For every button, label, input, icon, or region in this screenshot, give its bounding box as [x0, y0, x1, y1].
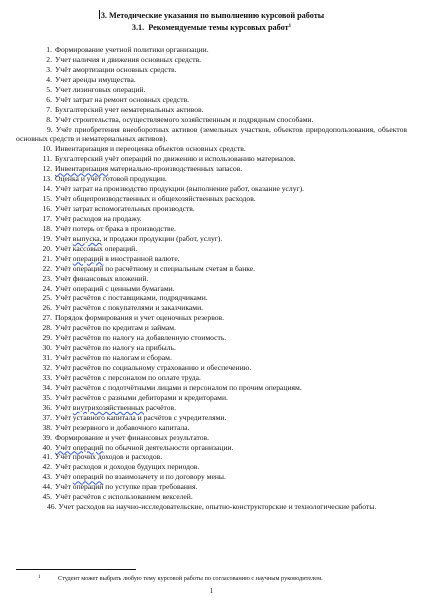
list-item	[0, 254, 423, 264]
topic-text: Бухгалтерский учёт операций по движению и использованию материалов.	[55, 154, 296, 164]
topic-text: Учёт строительства, осуществляемого хозяйственным и подрядным способами.	[55, 114, 314, 124]
topic-text: Учёт выпуска, и продажи продукции (работ, услуг).	[55, 233, 223, 243]
topic-text: Учёт операций в иностранной валюте.	[55, 253, 180, 263]
list-item	[0, 115, 423, 125]
list-item	[0, 452, 423, 462]
topic-text: Учёт расчётов по налогу на прибыль.	[55, 343, 176, 353]
subsection-number: 3.1.	[131, 23, 145, 32]
topic-text: Учёт кассовых операций.	[55, 243, 138, 253]
topic-text: Учёт расчётов по налогам и сборам.	[55, 353, 172, 363]
topic-number: 42.	[42, 462, 52, 472]
topic-number: 24.	[42, 283, 52, 293]
list-item	[0, 323, 423, 333]
list-item	[0, 313, 423, 323]
page-number: 1	[209, 587, 214, 595]
topic-text: Учёт приобретения внеоборотных активов (земельных участков, объектов природопользования, объектов основных средств и нематериальных активов).	[16, 124, 407, 144]
topic-number: 17.	[42, 213, 52, 223]
subsection-heading	[0, 22, 423, 33]
footnote-text: Студент может выбрать любую тему курсовой работы по согласованию с научным руководителем.	[58, 575, 323, 582]
list-item	[0, 154, 423, 164]
list-item	[0, 105, 423, 115]
topic-text: Учёт операций по уступке прав требования.	[55, 482, 198, 492]
topic-text: Учёт внутрихозяйственных расчётов.	[55, 402, 176, 412]
topic-text: Бухгалтерский учет нематериальных активов.	[55, 104, 204, 114]
topic-list	[0, 45, 423, 512]
topic-number: 20.	[42, 243, 52, 253]
text-cursor	[99, 10, 100, 19]
list-item	[0, 482, 423, 492]
section-heading	[0, 10, 423, 21]
topic-number: 26.	[42, 303, 52, 313]
topic-text: Формирование и учет финансовых результатов.	[55, 432, 210, 442]
topic-number: 31.	[42, 353, 52, 363]
topic-text: Учёт затрат на ремонт основных средств.	[55, 94, 190, 104]
topic-entry	[16, 502, 407, 512]
topic-text: Учёт расчётов с покупателями и заказчиками.	[55, 303, 204, 313]
topic-number: 10.	[42, 144, 52, 154]
list-item	[0, 393, 423, 403]
topic-text: Учёт расчётов с использованием векселей.	[55, 492, 193, 502]
list-item	[0, 293, 423, 303]
topic-number: 2.	[46, 54, 52, 64]
list-item	[0, 244, 423, 254]
list-item	[0, 383, 423, 393]
topic-number: 44.	[42, 482, 52, 492]
topic-text: Учёт общепроизводственных и общехозяйственных расходов.	[55, 194, 256, 204]
topic-number: 38.	[42, 422, 52, 432]
list-item	[0, 403, 423, 413]
topic-number: 14.	[42, 184, 52, 194]
topic-number: 11.	[42, 154, 52, 164]
topic-number: 3.	[46, 64, 52, 74]
list-item	[0, 264, 423, 274]
list-item	[0, 125, 423, 145]
spellcheck-underline: выпуска,	[72, 233, 102, 243]
list-item	[0, 353, 423, 363]
topic-text: Учет лизинговых операций.	[55, 84, 146, 94]
spellcheck-underline: Инвентаризация	[55, 164, 109, 174]
spellcheck-underline: Учёт операций	[55, 442, 104, 452]
topic-number: 18.	[42, 223, 52, 233]
topic-text: Учет аренды имущества.	[55, 74, 136, 84]
topic-number: 8.	[46, 114, 52, 124]
topic-text: Учёт расчётов с персоналом по оплате труда.	[55, 372, 201, 382]
list-item	[0, 164, 423, 174]
topic-text: Учёт потерь от брака в производстве.	[55, 223, 176, 233]
topic-number: 15.	[42, 194, 52, 204]
topic-number: 4.	[46, 74, 52, 84]
topic-number: 6.	[46, 94, 52, 104]
list-item	[0, 462, 423, 472]
topic-text: Учёт операций по расчётному и специальным счетам в банке.	[55, 263, 256, 273]
topic-text: Порядок формирования и учет оценочных резервов.	[55, 313, 225, 323]
list-item	[0, 492, 423, 502]
topic-number: 36.	[42, 402, 52, 412]
topic-text: Учёт операций с ценными бумагами.	[55, 283, 175, 293]
topic-entry	[16, 125, 407, 145]
list-item	[0, 65, 423, 75]
list-item	[0, 75, 423, 85]
section-title: 3. Методические указания по выполнению курсовой работы	[100, 11, 325, 20]
topic-text: Учёт прочих доходов и расходов.	[55, 452, 163, 462]
list-item	[0, 55, 423, 65]
list-item	[0, 303, 423, 313]
topic-text: Учёт расчётов по социальному страхованию и обеспечению.	[55, 363, 252, 373]
list-item	[0, 363, 423, 373]
topic-text: Учёт резервного и добавочного капитала.	[55, 422, 190, 432]
topic-number: 39.	[42, 432, 52, 442]
list-item	[0, 413, 423, 423]
topic-number: 13.	[42, 174, 52, 184]
list-item	[0, 333, 423, 343]
topic-text: Учёт расчётов с поставщиками, подрядчиками.	[55, 293, 208, 303]
topic-text: Учёт расходов на продажу.	[55, 213, 142, 223]
list-item	[0, 433, 423, 443]
footnote-marker: 1	[38, 575, 41, 580]
topic-number: 25.	[42, 293, 52, 303]
list-item	[0, 234, 423, 244]
topic-number: 22.	[42, 263, 52, 273]
topic-number: 41.	[42, 452, 52, 462]
spellcheck-underline: операций	[72, 472, 104, 482]
topic-number: 27.	[42, 313, 52, 323]
topic-number: 33.	[42, 372, 52, 382]
topic-number: 28.	[42, 323, 52, 333]
topic-text: Учёт расчётов с подотчётными лицами и персоналом по прочим операциям.	[55, 382, 302, 392]
topic-text: Учет наличия и движения основных средств.	[55, 54, 202, 64]
topic-text: Инвентаризация и переоценка объектов основных средств.	[55, 144, 246, 154]
topic-text: Инвентаризация материально-производственных запасов.	[55, 164, 243, 174]
topic-number: 5.	[46, 84, 52, 94]
topic-text: Формирование учетной политики организации.	[55, 45, 209, 54]
list-item	[0, 343, 423, 353]
list-item	[0, 274, 423, 284]
list-item	[0, 45, 423, 55]
list-item	[0, 85, 423, 95]
list-item	[0, 174, 423, 184]
subsection-title: Рекомендуемые темы курсовых работ	[148, 23, 289, 32]
topic-text: Учёт операций по обычной деятельности организации.	[55, 442, 234, 452]
topic-text: Оценка и учёт готовой продукции.	[55, 174, 167, 184]
topic-number: 35.	[42, 392, 52, 402]
list-item	[0, 284, 423, 294]
topic-number: 9.	[47, 124, 53, 134]
list-item	[0, 184, 423, 194]
topic-number: 46.	[47, 502, 57, 512]
list-item	[0, 144, 423, 154]
topic-text: Учёт расходов и доходов будущих периодов.	[55, 462, 200, 472]
topic-number: 23.	[42, 273, 52, 283]
spellcheck-underline: внутрихозяйственных	[72, 402, 145, 412]
topic-text: Учёт расчётов с разными дебиторами и кредиторами.	[55, 392, 228, 402]
topic-number: 1.	[46, 45, 52, 54]
topic-text: Учёт расчётов по налогу на добавленную стоимость.	[55, 333, 227, 343]
footnote-reference[interactable]: 1	[288, 24, 292, 29]
list-item	[0, 472, 423, 482]
list-item	[0, 443, 423, 453]
topic-number: 37.	[42, 412, 52, 422]
topic-number: 16.	[42, 204, 52, 214]
topic-number: 45.	[42, 492, 52, 502]
topic-number: 30.	[42, 343, 52, 353]
spellcheck-underline: операций	[72, 253, 104, 263]
topic-number: 40.	[42, 442, 52, 452]
topic-number: 19.	[42, 233, 52, 243]
list-item	[0, 204, 423, 214]
topic-number: 29.	[42, 333, 52, 343]
topic-text: Учёт затрат на производство продукции (выполнение работ, оказание услуг).	[55, 184, 305, 194]
topic-number: 7.	[46, 104, 52, 114]
list-item	[0, 214, 423, 224]
list-item	[0, 502, 423, 512]
topic-text: Учёт финансовых вложений.	[55, 273, 149, 283]
topic-number: 34.	[42, 382, 52, 392]
topic-number: 12.	[42, 164, 52, 174]
topic-text: Учёт операций по взаимозачету и по договору мены.	[55, 472, 226, 482]
list-item	[0, 224, 423, 234]
topic-number: 43.	[42, 472, 52, 482]
topic-text: Учёт амортизации основных средств.	[55, 64, 177, 74]
topic-number: 21.	[42, 253, 52, 263]
topic-text: Учет расходов на научно-исследовательские, опытно-конструкторские и технологические работы.	[58, 502, 377, 512]
topic-text: Учёт затрат вспомогательных производств.	[55, 204, 195, 214]
list-item	[0, 194, 423, 204]
list-item	[0, 373, 423, 383]
topic-text: Учёт расчётов по кредитам и займам.	[55, 323, 177, 333]
list-item	[0, 423, 423, 433]
topic-text: Учёт уставного капитала и расчётов с учредителями.	[55, 412, 227, 422]
list-item	[0, 95, 423, 105]
topic-number: 32.	[42, 363, 52, 373]
footnote-separator	[16, 569, 136, 570]
